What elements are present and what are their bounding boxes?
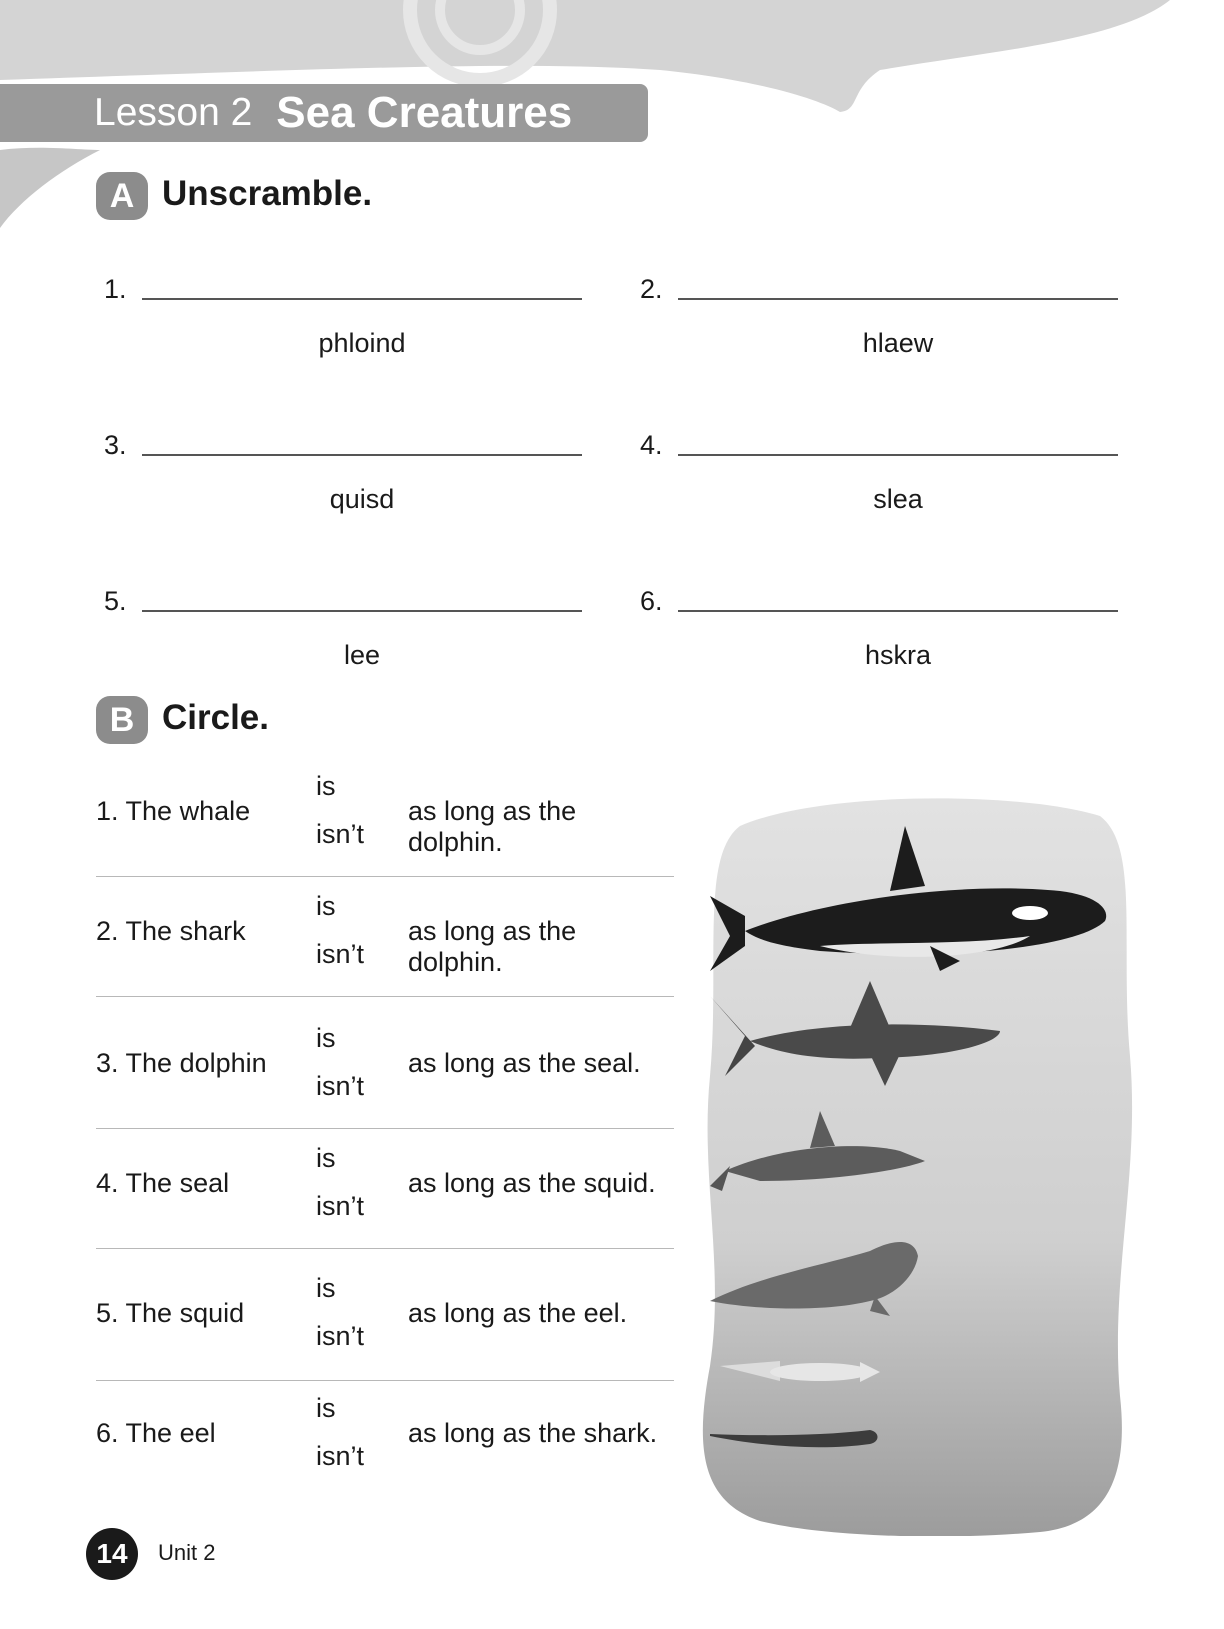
circle-row-6 bbox=[96, 1388, 674, 1508]
section-a-badge: A bbox=[96, 172, 148, 220]
lesson-title: Sea Creatures bbox=[276, 88, 573, 137]
scrambled-word: slea bbox=[873, 484, 923, 514]
section-a-title: Unscramble. bbox=[162, 174, 373, 213]
option-is[interactable]: is bbox=[316, 1143, 336, 1173]
item-number: 2. bbox=[640, 274, 663, 304]
option-isnt[interactable]: isn’t bbox=[316, 1191, 365, 1221]
comparison-text: as long as the shark. bbox=[408, 1418, 658, 1448]
subject-text: The squid bbox=[125, 1298, 245, 1328]
comparison-text: as long as the seal. bbox=[408, 1048, 641, 1078]
row-subject bbox=[96, 1048, 267, 1079]
option-is[interactable]: is bbox=[316, 771, 336, 801]
item-number: 3. bbox=[104, 430, 127, 460]
page-number-badge: 14 bbox=[86, 1528, 138, 1580]
circle-row-5 bbox=[96, 1268, 674, 1388]
subject-text: The eel bbox=[125, 1418, 216, 1448]
row-number: 1. bbox=[96, 796, 119, 826]
row-divider bbox=[96, 1248, 674, 1249]
unscramble-item-5 bbox=[104, 586, 574, 676]
row-number: 3. bbox=[96, 1048, 119, 1078]
circle-row-2 bbox=[96, 886, 674, 1006]
answer-line[interactable] bbox=[678, 454, 1118, 456]
lesson-banner bbox=[0, 84, 648, 142]
comparison-text: as long as the eel. bbox=[408, 1298, 628, 1328]
scrambled-word: hskra bbox=[864, 640, 932, 670]
row-number: 2. bbox=[96, 916, 119, 946]
row-divider bbox=[96, 876, 674, 877]
item-number: 5. bbox=[104, 586, 127, 616]
row-subject bbox=[96, 1418, 216, 1449]
option-isnt[interactable]: isn’t bbox=[316, 939, 365, 969]
unscramble-item-1 bbox=[104, 274, 574, 364]
answer-line[interactable] bbox=[678, 298, 1118, 300]
row-subject bbox=[96, 1298, 244, 1329]
row-divider bbox=[96, 996, 674, 997]
circle-row-1 bbox=[96, 766, 674, 886]
row-divider bbox=[96, 1380, 674, 1381]
scrambled-word: lee bbox=[343, 640, 381, 670]
option-is[interactable]: is bbox=[316, 1273, 336, 1303]
unit-label: Unit 2 bbox=[158, 1540, 216, 1565]
scrambled-word: phloind bbox=[318, 328, 406, 358]
answer-line[interactable] bbox=[142, 610, 582, 612]
option-isnt[interactable]: isn’t bbox=[316, 1321, 365, 1351]
option-is[interactable]: is bbox=[316, 891, 336, 921]
answer-line[interactable] bbox=[142, 298, 582, 300]
option-is[interactable]: is bbox=[316, 1393, 336, 1423]
row-number: 6. bbox=[96, 1418, 119, 1448]
option-isnt[interactable]: isn’t bbox=[316, 819, 365, 849]
unscramble-item-2 bbox=[640, 274, 1110, 364]
sea-creatures-illustration bbox=[700, 796, 1146, 1536]
row-subject bbox=[96, 916, 246, 947]
row-number: 5. bbox=[96, 1298, 119, 1328]
comparison-text: as long as the dolphin. bbox=[408, 796, 577, 857]
option-isnt[interactable]: isn’t bbox=[316, 1441, 365, 1471]
scrambled-word: hlaew bbox=[862, 328, 934, 358]
item-number: 6. bbox=[640, 586, 663, 616]
item-number: 4. bbox=[640, 430, 663, 460]
subject-text: The seal bbox=[125, 1168, 230, 1198]
option-isnt[interactable]: isn’t bbox=[316, 1071, 365, 1101]
row-number: 4. bbox=[96, 1168, 119, 1198]
circle-row-4 bbox=[96, 1138, 674, 1258]
subject-text: The whale bbox=[125, 796, 251, 826]
scrambled-word: quisd bbox=[329, 484, 395, 514]
comparison-text: as long as the dolphin. bbox=[408, 916, 577, 977]
subject-text: The shark bbox=[125, 916, 246, 946]
answer-line[interactable] bbox=[678, 610, 1118, 612]
unscramble-item-4 bbox=[640, 430, 1110, 520]
subject-text: The dolphin bbox=[125, 1048, 267, 1078]
row-divider bbox=[96, 1128, 674, 1129]
section-b-title: Circle. bbox=[162, 698, 269, 737]
lesson-number: Lesson 2 bbox=[94, 91, 253, 134]
option-is[interactable]: is bbox=[316, 1023, 336, 1053]
unscramble-item-6 bbox=[640, 586, 1110, 676]
row-subject bbox=[96, 1168, 229, 1199]
row-subject bbox=[96, 796, 250, 827]
circle-row-3 bbox=[96, 1018, 674, 1138]
item-number: 1. bbox=[104, 274, 127, 304]
answer-line[interactable] bbox=[142, 454, 582, 456]
comparison-text: as long as the squid. bbox=[408, 1168, 656, 1198]
section-b-badge: B bbox=[96, 696, 148, 744]
unscramble-item-3 bbox=[104, 430, 574, 520]
